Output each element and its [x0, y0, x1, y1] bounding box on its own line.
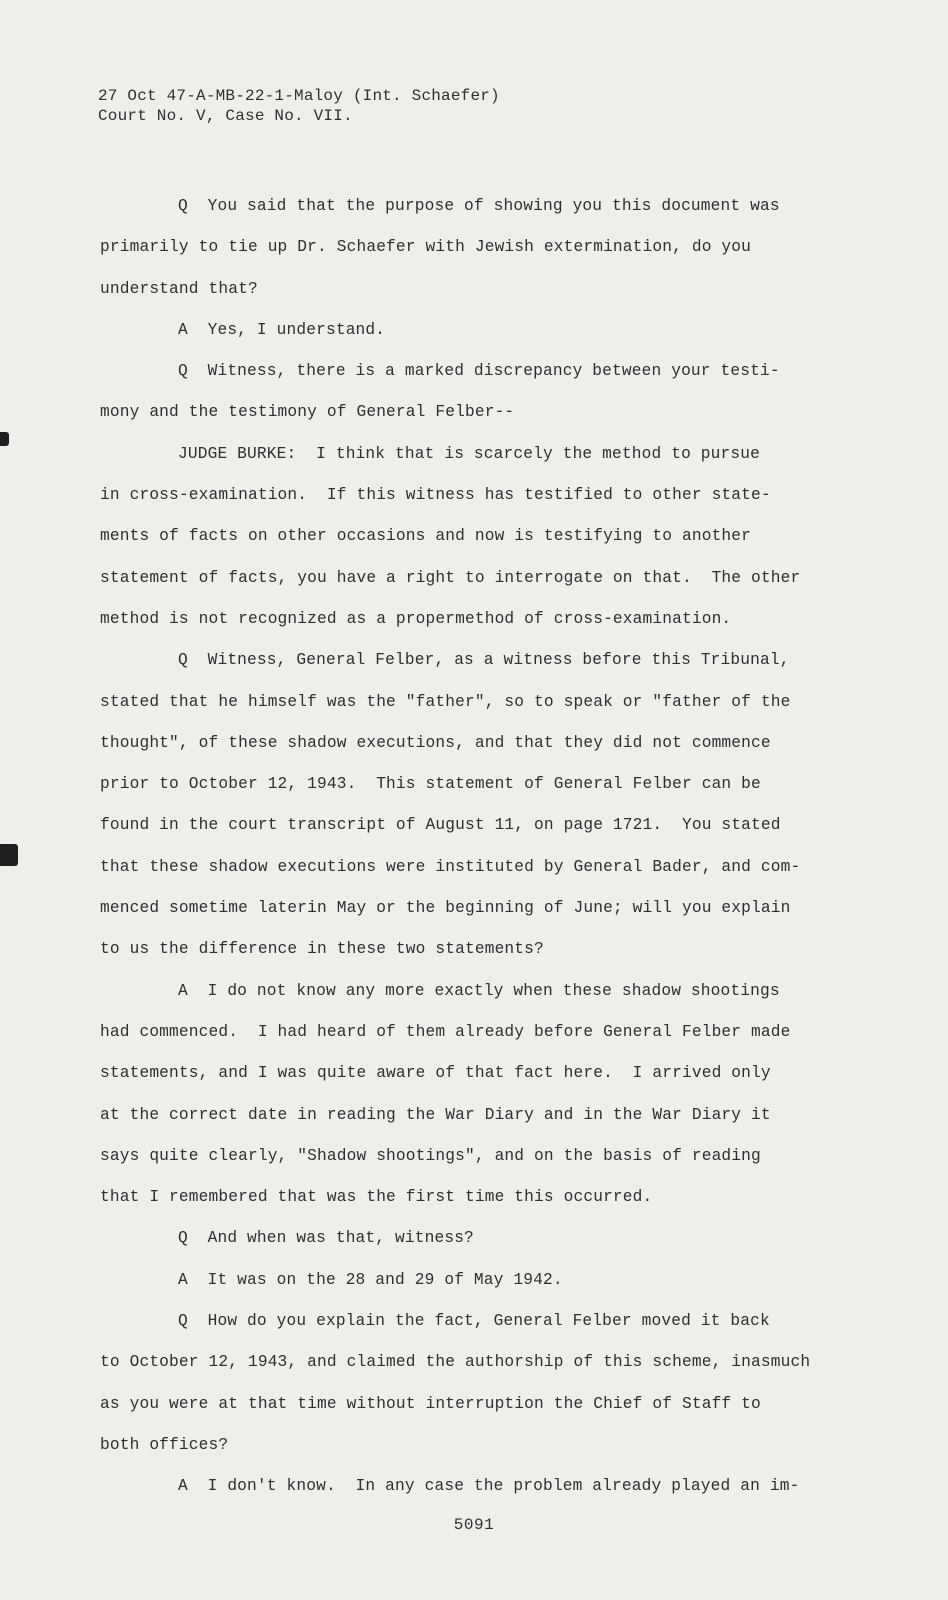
text-line: Q Witness, General Felber, as a witness before this Tribunal,: [178, 651, 790, 670]
text-line: primarily to tie up Dr. Schaefer with Jewish extermination, do you: [100, 238, 752, 257]
text-line: had commenced. I had heard of them already before General Felber made: [100, 1022, 791, 1041]
transcript-paragraph: [100, 640, 840, 970]
text-line: mony and the testimony of General Felber--: [100, 403, 515, 422]
transcript-paragraph: [100, 351, 840, 434]
text-line: to October 12, 1943, and claimed the authorship of this scheme, inasmuch: [100, 1353, 811, 1372]
text-line: statements, and I was quite aware of that fact here. I arrived only: [100, 1064, 771, 1083]
text-line: that I remembered that was the first time this occurred.: [100, 1188, 653, 1207]
text-line: method is not recognized as a propermethod of cross-examination.: [100, 609, 732, 628]
text-line: that these shadow executions were instituted by General Bader, and com-: [100, 857, 801, 876]
text-line: at the correct date in reading the War Diary and in the War Diary it: [100, 1105, 771, 1124]
punch-hole-mark: [0, 432, 9, 446]
text-line: found in the court transcript of August 11, on page 1721. You stated: [100, 816, 781, 835]
text-line: JUDGE BURKE: I think that is scarcely the method to pursue: [178, 444, 760, 463]
transcript-paragraph: [100, 434, 840, 640]
transcript-body: [100, 186, 840, 1508]
text-line: understand that?: [100, 279, 258, 298]
text-line: ments of facts on other occasions and now is testifying to another: [100, 527, 752, 546]
text-line: menced sometime laterin May or the beginning of June; will you explain: [100, 899, 791, 918]
text-line: statement of facts, you have a right to interrogate on that. The other: [100, 568, 801, 587]
transcript-paragraph: [100, 1466, 840, 1507]
text-line: A I do not know any more exactly when these shadow shootings: [178, 981, 780, 1000]
text-line: Q And when was that, witness?: [178, 1229, 474, 1248]
document-header: [98, 86, 500, 126]
header-line-date-ref: 27 Oct 47-A-MB-22-1-Maloy (Int. Schaefer): [98, 87, 500, 105]
text-line: Q You said that the purpose of showing you this document was: [178, 197, 780, 215]
transcript-paragraph: [100, 1301, 840, 1466]
text-line: to us the difference in these two statements?: [100, 940, 544, 959]
text-line: both offices?: [100, 1435, 229, 1454]
transcript-paragraph: [100, 1218, 840, 1259]
text-line: thought", of these shadow executions, and that they did not commence: [100, 733, 771, 752]
text-line: A Yes, I understand.: [178, 320, 386, 339]
text-line: A I don't know. In any case the problem already played an im-: [178, 1477, 800, 1496]
transcript-paragraph: [100, 310, 840, 351]
text-line: as you were at that time without interruption the Chief of Staff to: [100, 1394, 761, 1413]
transcript-paragraph: [100, 186, 840, 310]
transcript-paragraph: [100, 971, 840, 1219]
transcript-paragraph: [100, 1260, 840, 1301]
text-line: Q How do you explain the fact, General Felber moved it back: [178, 1312, 770, 1331]
punch-hole-mark: [0, 844, 18, 866]
text-line: A It was on the 28 and 29 of May 1942.: [178, 1270, 563, 1289]
page-number: 5091: [453, 1516, 495, 1534]
text-line: in cross-examination. If this witness has testified to other state-: [100, 486, 771, 505]
text-line: Q Witness, there is a marked discrepancy between your testi-: [178, 362, 780, 381]
text-line: stated that he himself was the "father", so to speak or "father of the: [100, 692, 791, 711]
text-line: prior to October 12, 1943. This statement of General Felber can be: [100, 775, 761, 794]
text-line: says quite clearly, "Shadow shootings", and on the basis of reading: [100, 1146, 761, 1165]
header-line-court-case: Court No. V, Case No. VII.: [98, 107, 353, 125]
